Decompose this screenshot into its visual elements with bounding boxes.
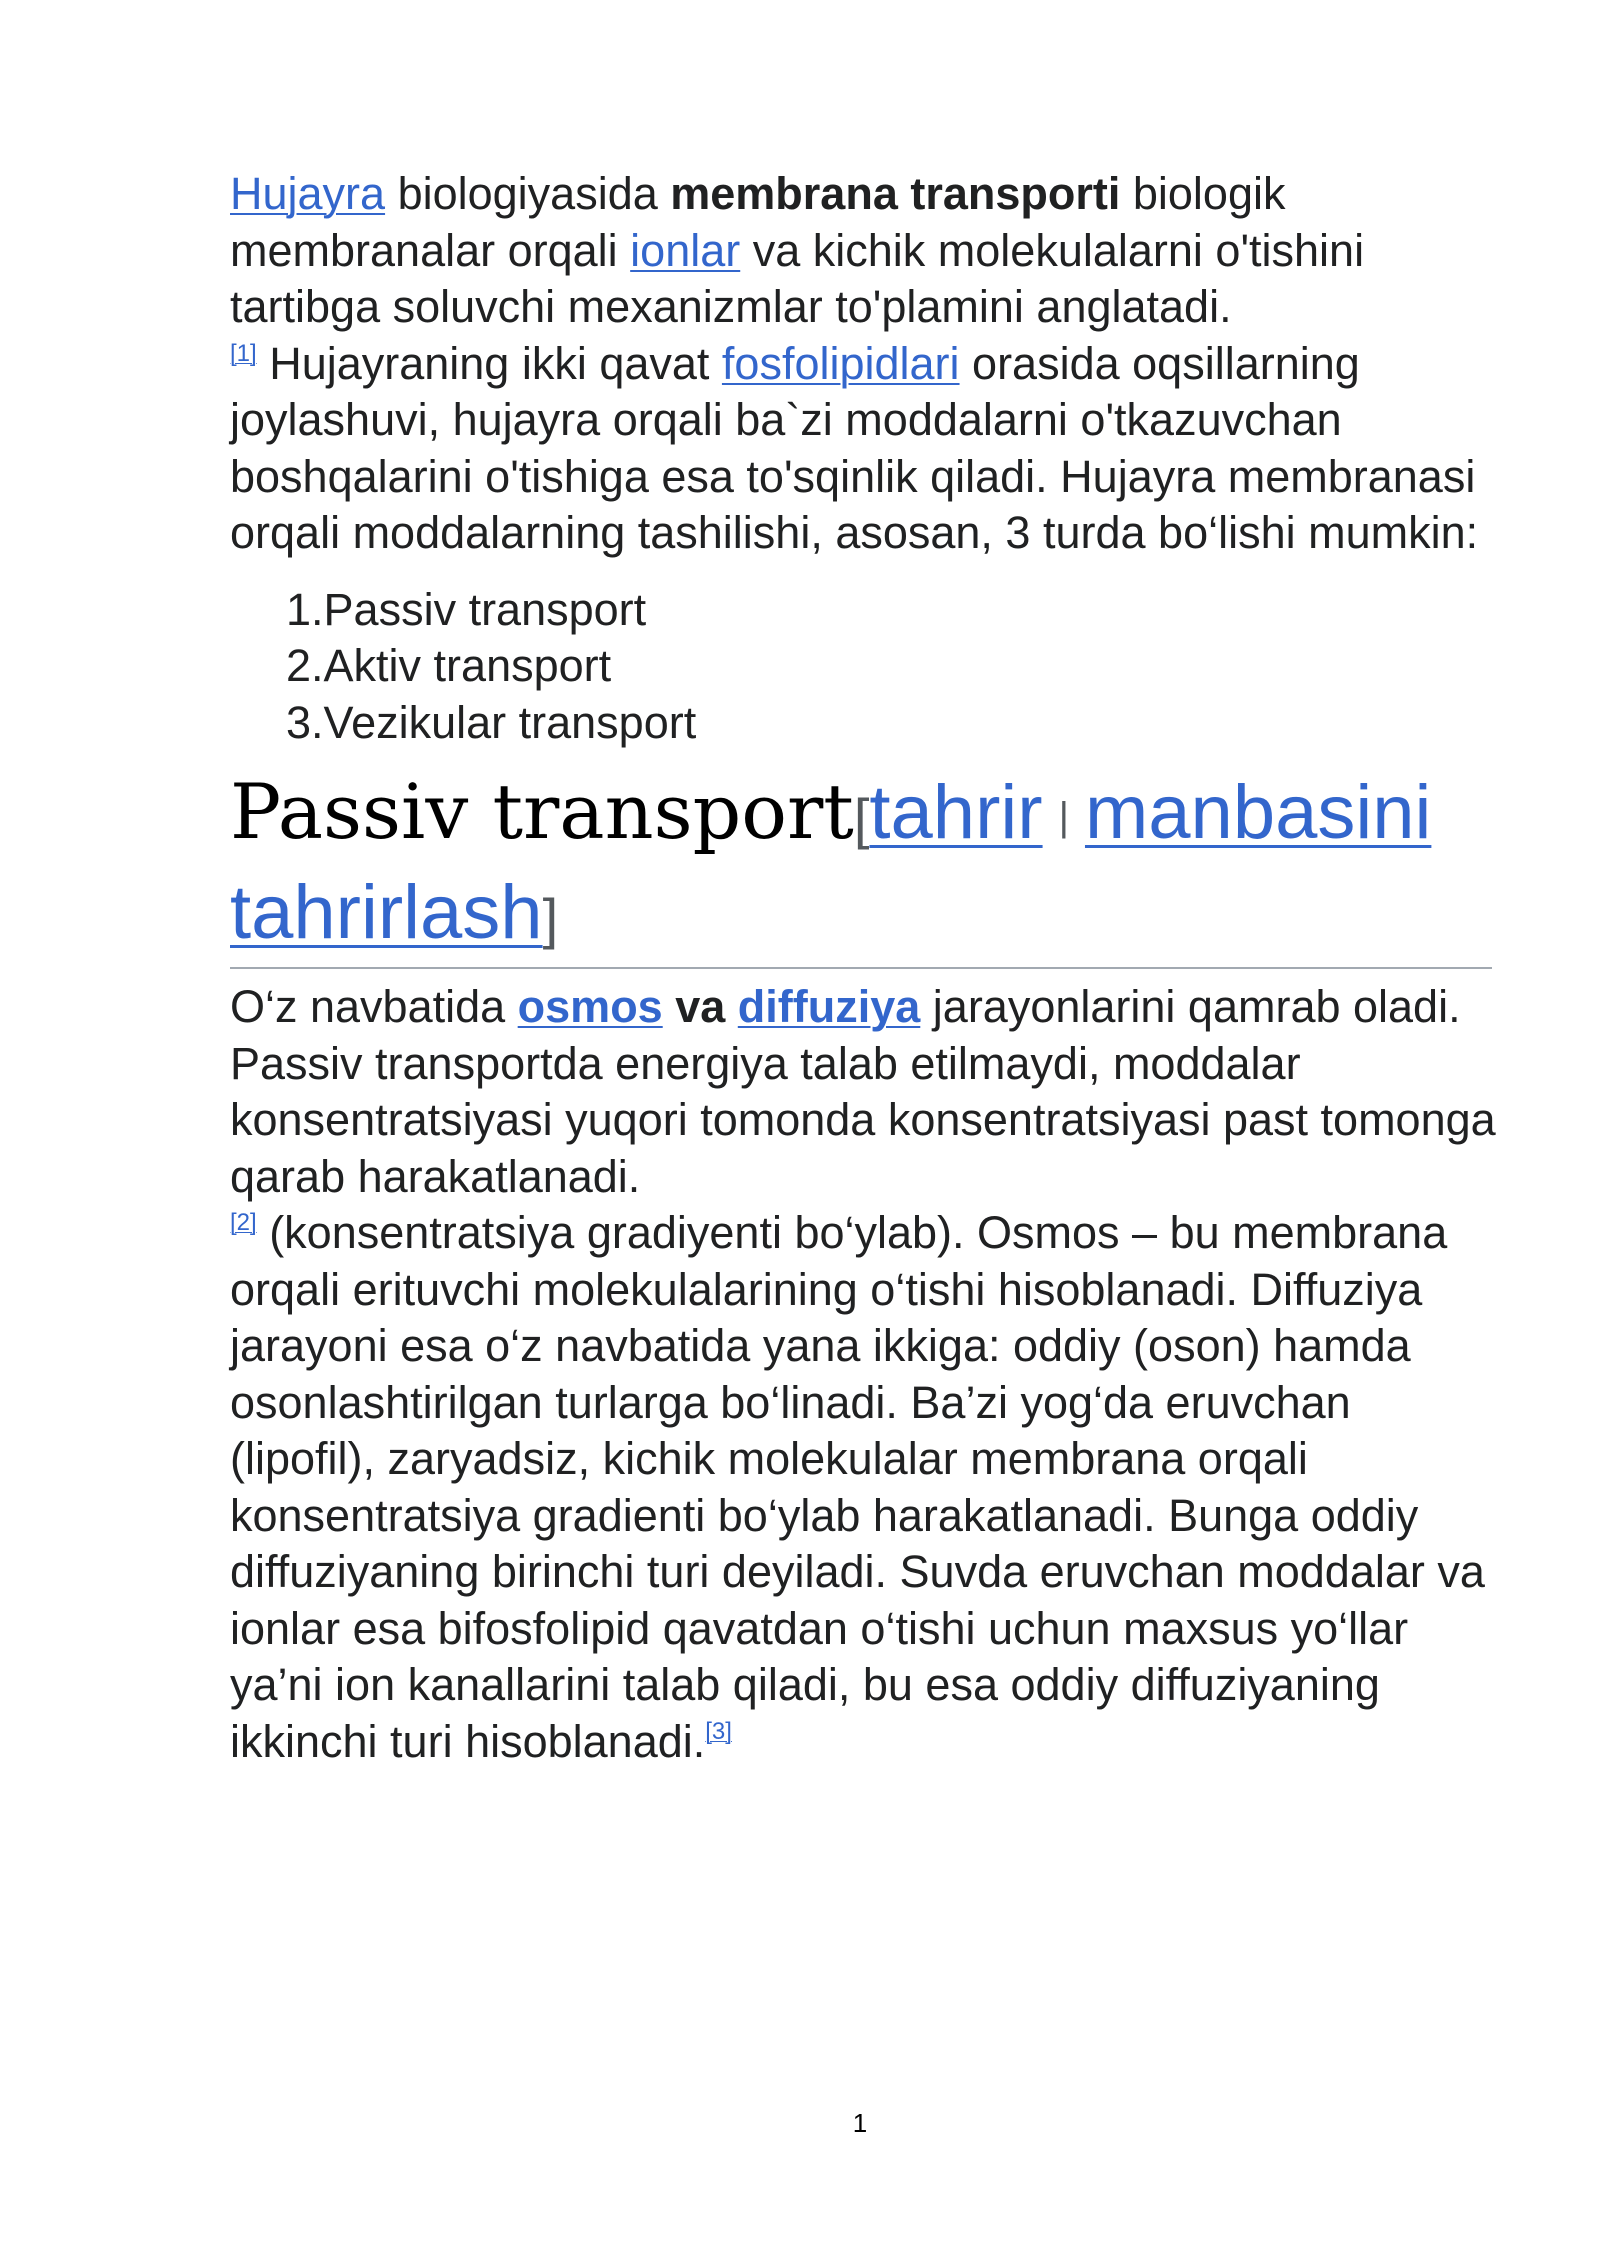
intro-text-5: orasida oqsillarning joylashuvi, hujayra orqali ba`zi moddalarni o'tkazuvchan boshqalarini o'tishiga esa to'sqinlik qiladi. Hujayra membranasi orqali moddalarning tashilishi, asosan, 3 turda bo‘lishi mumkin: [230,337,1479,558]
body-text-3: (konsentratsiya gradiyenti bo‘ylab). Osmos – bu membrana orqali erituvchi molekulalarining o‘tishi hisoblanadi. Diffuziya jarayoni esa o‘z navbatida yana ikkiga: oddiy (oson) hamda osonlashtirilgan turlarga bo‘linadi. Ba’zi yog‘da eruvchan (lipofil), zaryadsiz, kichik molekulalar membrana orqali konsentratsiya gradienti bo‘ylab harakatlanadi. Bunga oddiy diffuziyaning birinchi turi deyiladi. Suvda eruvchan moddalar va ionlar esa bifosfolipid qavatdan o‘tishi uchun maxsus yo‘llar ya’ni ion kanallarini talab qiladi, bu esa oddiy diffuziyaning ikkinchi turi hisoblanadi. [230,1207,1485,1767]
link-fosfolipidlari[interactable]: fosfolipidlari [721,337,960,389]
intro-text-2: biologik membranalar orqali [230,168,1286,276]
link-osmos[interactable]: osmos [517,981,663,1032]
section-title: Passiv transport [230,767,854,856]
intro-text-4: Hujayraning ikki qavat [256,337,722,389]
bold-term-membrana-transporti: membrana transporti [670,168,1121,219]
edit-bracket-close: ] [542,887,559,950]
page-number: 1 [852,2108,868,2138]
edit-source-link[interactable]: manbasini tahrirlash [230,770,1432,955]
reference-2 [230,1209,257,1236]
list-item-number: 3. [286,696,324,748]
list-item-label: Aktiv transport [323,640,612,691]
link-hujayra[interactable]: Hujayra [230,168,386,219]
list-item [286,582,1500,639]
edit-divider: | [1058,795,1069,839]
list-item-label: Vezikular transport [323,696,697,748]
link-diffuziya[interactable]: diffuziya [737,981,921,1032]
section-body-paragraph [230,979,1500,1770]
edit-bracket-open: [ [853,787,870,850]
list-item [286,695,1500,752]
transport-types-list [230,582,1500,752]
list-item-number: 1. [286,583,324,635]
link-ionlar[interactable]: ionlar [630,224,741,276]
list-item-label: Passiv transport [323,583,647,635]
reference-1 [230,340,257,367]
intro-text-3: va kichik molekulalarni o'tishini tartibga soluvchi mexanizmlar to'plamini anglatadi. [230,224,1365,332]
bold-va: va [662,981,738,1032]
document-page [230,166,1500,1770]
list-item [286,638,1500,695]
reference-2-link[interactable]: [2] [230,1209,257,1236]
reference-3 [705,1718,732,1745]
body-text-1: O‘z navbatida [230,981,518,1032]
reference-1-link[interactable]: [1] [230,339,257,367]
list-item-number: 2. [286,640,324,691]
intro-text-1: biologiyasida [385,168,671,219]
body-text-2: jarayonlarini qamrab oladi. Passiv transportda energiya talab etilmaydi, moddalar konsentratsiyasi yuqori tomonda konsentratsiyasi past tomonga qarab harakatlanadi. [230,981,1496,1202]
reference-3-link[interactable]: [3] [705,1717,732,1745]
intro-paragraph [230,166,1500,562]
edit-link[interactable]: tahrir [869,770,1043,855]
section-heading-passiv-transport [230,765,1492,969]
